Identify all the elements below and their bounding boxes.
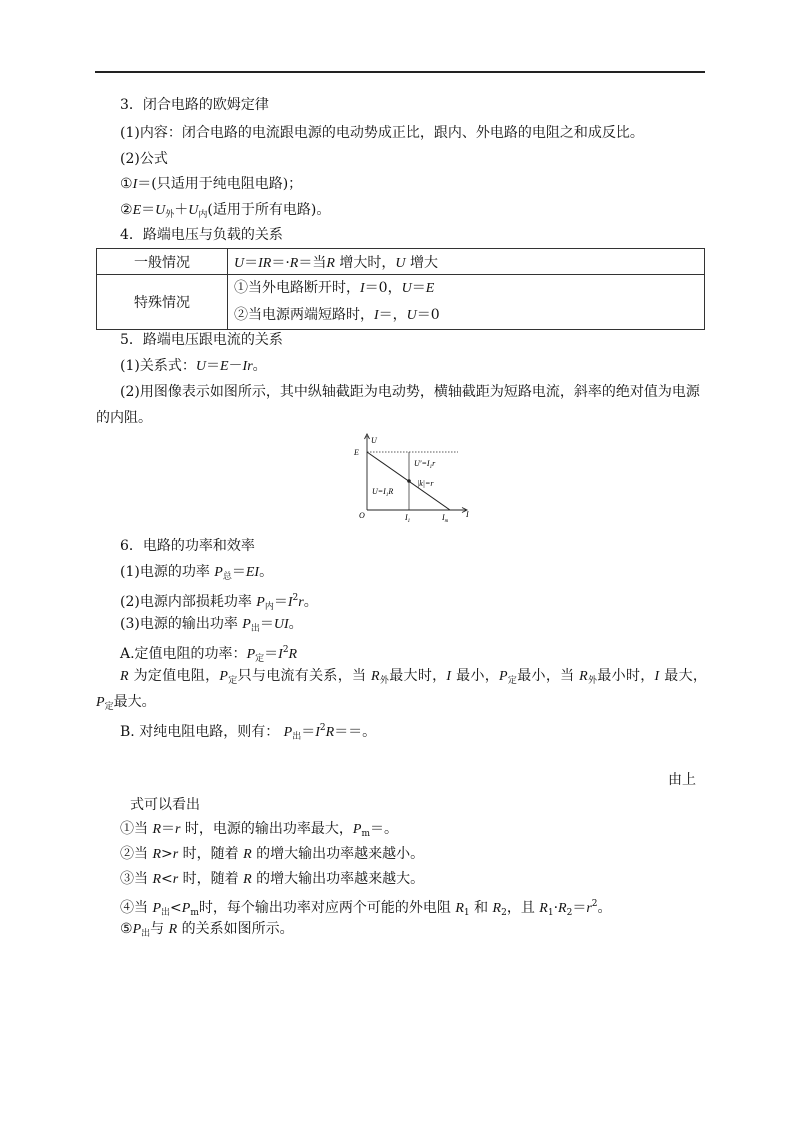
row-special-content <box>228 275 705 330</box>
formula-2: $②E=U_外+U_内$(适用于所有电路)。 <box>120 202 331 220</box>
fixed-resistor-power: A.定值电阻的功率：$P_定=I^2R$ <box>120 645 298 664</box>
row-general-content: U＝IR＝·R＝当R 增大时，U 增大 <box>228 249 705 275</box>
power-internal: (2)电源内部损耗功率 $P_内=I^2r$。 <box>120 593 318 612</box>
graph-description: (2)用图像表示如图所示，其中纵轴截距为电动势，横轴截距为短路电流，斜率的绝对值为电源 <box>120 384 700 400</box>
origin-label: O <box>359 511 365 520</box>
condition-1: ①当 R＝r 时，电源的输出功率最大，$P_m=$。 <box>120 821 399 839</box>
conclusion-lead: 式可以看出 <box>130 797 200 813</box>
short-circuit-case: ②当电源两端短路时，I＝，U＝0 <box>234 307 440 323</box>
slope-label: |k|=r <box>417 479 434 488</box>
open-circuit-case: ①当外电路断开时，I＝0，U＝E <box>234 280 435 296</box>
graph-description-cont: 的内阻。 <box>96 410 152 426</box>
formula-1: ①I＝(只适用于纯电阻电路)； <box>120 176 303 192</box>
u-prime-label: $U'=I_1r$ <box>414 459 436 470</box>
operating-point <box>407 479 411 483</box>
header-rule <box>95 71 705 73</box>
y-axis-label: U <box>371 436 377 445</box>
row-general-head: 一般情况 <box>97 249 228 275</box>
load-relation-table <box>96 248 705 330</box>
u-label: $U=I_1R$ <box>372 487 394 498</box>
section-3-formula-heading: (2)公式 <box>120 151 168 167</box>
section-4-title: 4．路端电压与负载的关系 <box>120 227 283 243</box>
fixed-resistor-explain-cont: $P_定$最大。 <box>96 694 156 712</box>
power-output: (3)电源的输出功率 $P_出=UI$。 <box>120 616 303 634</box>
condition-4: ④当 $P_出<P_m$时，每个输出功率对应两个可能的外电阻 $R_1$ 和 $R_2$，且 $R_1\cdot R_2=r^2$。 <box>120 899 612 918</box>
section-3-title: 3．闭合电路的欧姆定律 <box>120 97 269 113</box>
section-5-title: 5．路端电压跟电流的关系 <box>120 332 283 348</box>
ui-graph-figure <box>350 432 480 524</box>
power-total: (1)电源的功率 $P_总=EI$。 <box>120 564 274 582</box>
condition-3: ③当 R<r 时，随着 R 的增大输出功率越来越大。 <box>120 871 425 887</box>
pure-resistor-power: B. 对纯电阻电路，则有： $P_出=I^2R==$。 <box>120 723 377 742</box>
im-label: $I_m$ <box>442 513 449 524</box>
emf-label: E <box>354 448 359 457</box>
fixed-resistor-explain: R 为定值电阻，$P_定$只与电流有关系，当 $R_外$最大时，I 最小，$P_定$最小，当 $R_外$最小时，I 最大， <box>120 668 708 686</box>
from-above-text: 由上 <box>668 772 696 788</box>
condition-5: $⑤P_出$与 R 的关系如图所示。 <box>120 921 294 939</box>
section-3-content: (1)内容：闭合电路的电流跟电源的电动势成正比，跟内、外电路的电阻之和成反比。 <box>120 125 644 141</box>
relation-formula: (1)关系式：U＝E－Ir。 <box>120 358 267 374</box>
table-row <box>97 249 705 275</box>
x-axis-label: I <box>466 510 469 519</box>
i1-label: $I_1$ <box>405 513 411 524</box>
section-6-title: 6．电路的功率和效率 <box>120 538 255 554</box>
table-row <box>97 275 705 330</box>
condition-2: ②当 R>r 时，随着 R 的增大输出功率越来越小。 <box>120 846 425 862</box>
row-special-head: 特殊情况 <box>97 275 228 330</box>
